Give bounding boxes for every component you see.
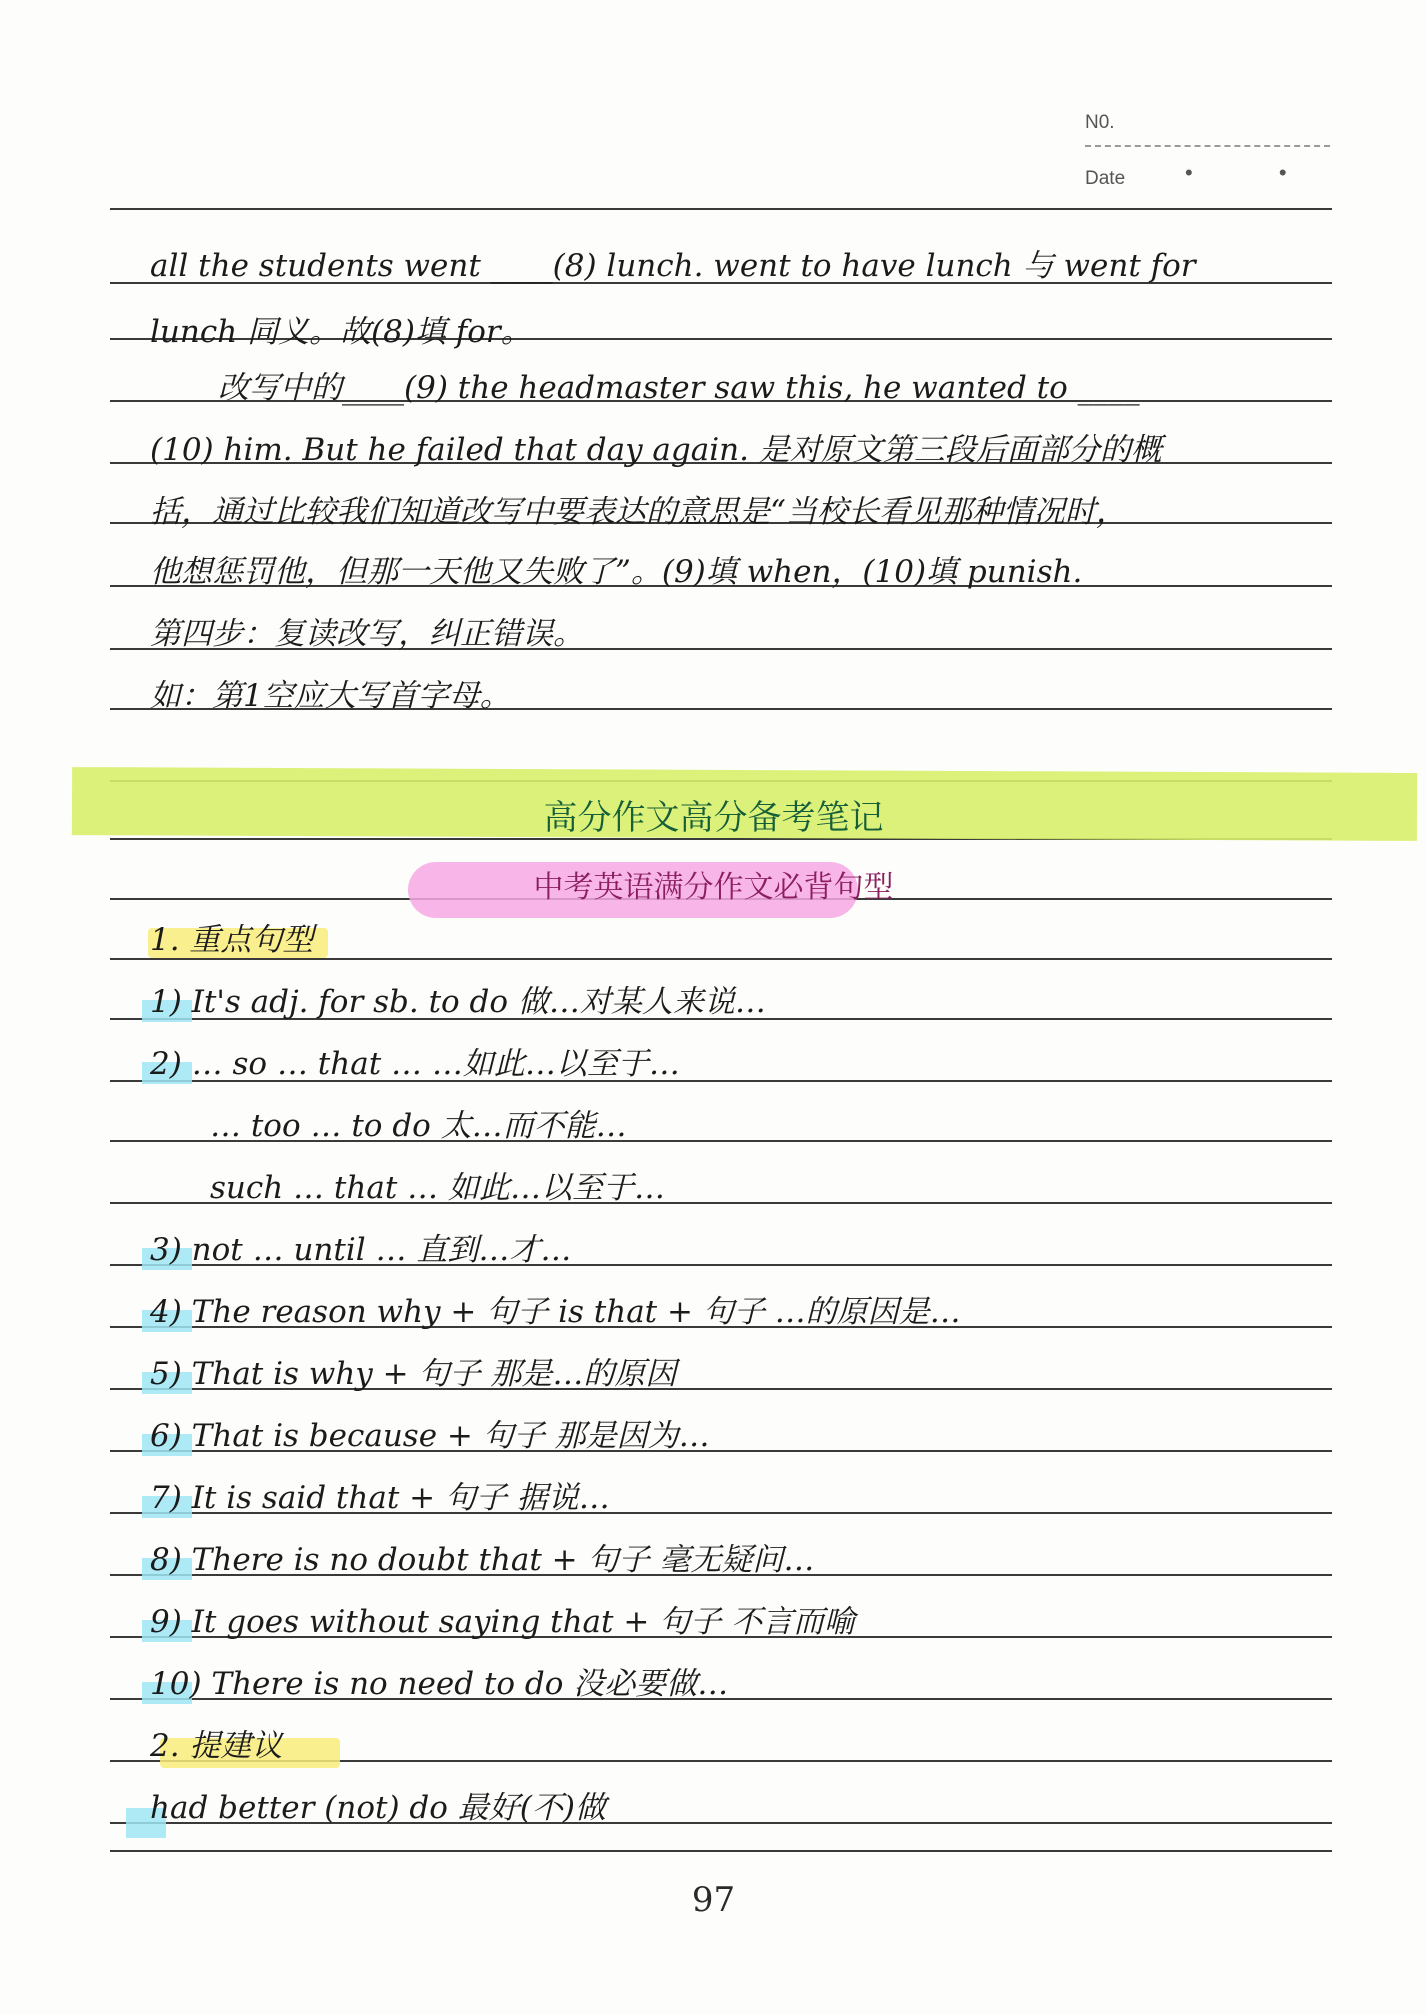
list-item: 8) There is no doubt that + 句子 毫无疑问… bbox=[150, 1542, 815, 1578]
list-item: 4) The reason why + 句子 is that + 句子 …的原因是… bbox=[150, 1294, 961, 1330]
page-title: 高分作文高分备考笔记 bbox=[543, 798, 884, 838]
note-line: 第四步：复读改写，纠正错误。 bbox=[150, 616, 584, 652]
ruled-line bbox=[110, 1850, 1332, 1852]
list-item: such … that … 如此…以至于… bbox=[210, 1170, 665, 1206]
note-line: 改写中的____(9) the headmaster saw this, he wanted to ____ bbox=[218, 370, 1140, 406]
note-line: 括，通过比较我们知道改写中要表达的意思是“当校长看见那种情况时， bbox=[150, 494, 1127, 530]
list-item: 1) It's adj. for sb. to do 做…对某人来说… bbox=[150, 984, 766, 1020]
list-item: 2) … so … that … …如此…以至于… bbox=[150, 1046, 680, 1082]
note-line: 如：第1空应大写首字母。 bbox=[150, 678, 511, 714]
note-line: (10) him. But he failed that day again. 是对原文第三段后面部分的概 bbox=[150, 432, 1162, 468]
note-line: 他想惩罚他，但那一天他又失败了”。(9)填 when，(10)填 punish. bbox=[150, 554, 1083, 590]
date-label: Date bbox=[1085, 168, 1126, 189]
date-dots: • • bbox=[1185, 160, 1327, 185]
note-line: all the students went ____(8) lunch. went to have lunch 与 went for bbox=[150, 248, 1196, 284]
list-item: 3) not … until … 直到…才… bbox=[150, 1232, 572, 1268]
list-item: 5) That is why + 句子 那是…的原因 bbox=[150, 1356, 677, 1392]
number-label: N0. bbox=[1085, 112, 1115, 133]
list-item: … too … to do 太…而不能… bbox=[210, 1108, 627, 1144]
list-item: 7) It is said that + 句子 据说… bbox=[150, 1480, 610, 1516]
section-heading: 2. 提建议 bbox=[150, 1728, 283, 1764]
list-item: had better (not) do 最好(不)做 bbox=[150, 1790, 606, 1826]
list-item: 6) That is because + 句子 那是因为… bbox=[150, 1418, 710, 1454]
section-heading: 1. 重点句型 bbox=[150, 922, 314, 958]
ruled-line bbox=[110, 208, 1332, 210]
header-dashed-divider bbox=[1085, 145, 1330, 147]
list-item: 9) It goes without saying that + 句子 不言而喻 bbox=[150, 1604, 856, 1640]
page-number: 97 bbox=[691, 1880, 736, 1920]
page-subtitle: 中考英语满分作文必背句型 bbox=[533, 870, 894, 905]
note-line: lunch 同义。故(8)填 for。 bbox=[150, 314, 532, 350]
list-item: 10) There is no need to do 没必要做… bbox=[150, 1666, 729, 1702]
